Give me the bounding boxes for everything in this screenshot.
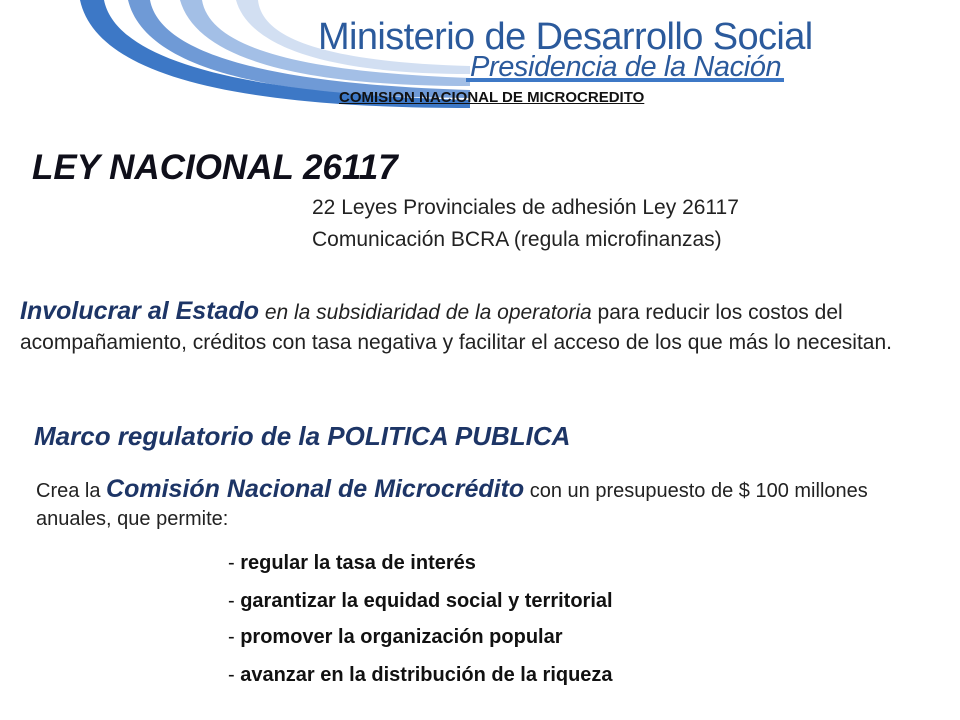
law-bcra-communication: Comunicación BCRA (regula microfinanzas): [312, 228, 722, 251]
law-title: LEY NACIONAL 26117: [32, 148, 398, 187]
involve-lead: Involucrar al Estado: [20, 297, 259, 325]
creates-suffix: con un presupuesto de $ 100 millones anuales, que permite:: [36, 480, 868, 530]
creates-prefix: Crea la: [36, 480, 101, 502]
ministry-name: Ministerio de Desarrollo Social: [318, 16, 813, 58]
involve-state-paragraph: [20, 296, 920, 358]
framework-title: Marco regulatorio de la POLITICA PUBLICA: [34, 421, 571, 451]
commission-creation-paragraph: [36, 475, 936, 533]
list-item: - promover la organización popular: [228, 626, 563, 648]
list-item: - avanzar en la distribución de la riqueza: [228, 664, 613, 686]
involve-italic: en la subsidiaridad de la operatoria: [264, 301, 592, 324]
law-provincial-adhesion: 22 Leyes Provinciales de adhesión Ley 26117: [312, 196, 739, 219]
involve-rest: para reducir los costos del acompañamiento, créditos con tasa negativa y facilitar el acceso de los que más lo necesitan.: [20, 301, 892, 354]
commission-name: Comisión Nacional de Microcrédito: [106, 475, 525, 503]
commission-heading: COMISION NACIONAL DE MICROCREDITO: [339, 89, 645, 106]
presidency-name: Presidencia de la Nación: [470, 51, 782, 83]
list-item: - regular la tasa de interés: [228, 552, 476, 574]
list-item: - garantizar la equidad social y territorial: [228, 590, 613, 612]
